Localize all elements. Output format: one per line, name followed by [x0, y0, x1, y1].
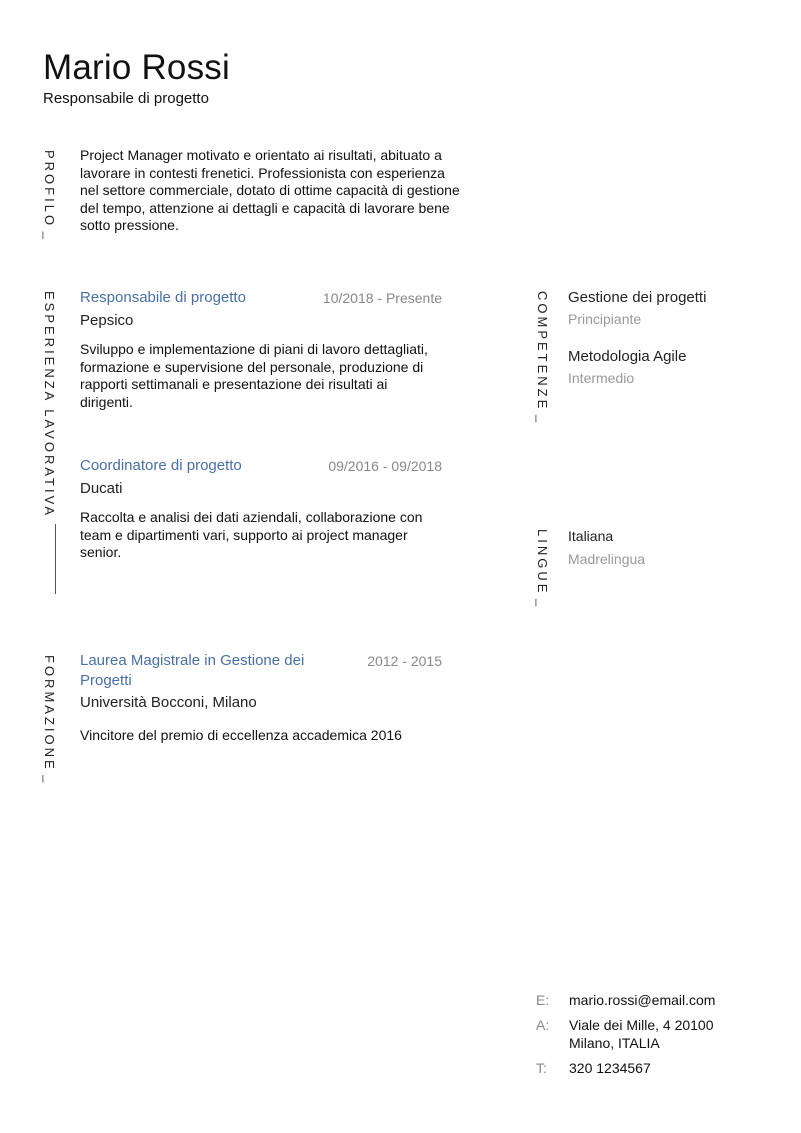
education-school: Università Bocconi, Milano [80, 694, 257, 711]
contact-address-key: A: [536, 1017, 550, 1033]
experience-entry [80, 456, 442, 562]
section-label-education-text: FORMAZIONE [42, 655, 57, 772]
contact-address-line1: Viale dei Mille, 4 20100 [569, 1017, 714, 1033]
section-label-skills-text: COMPETENZE [535, 291, 550, 412]
contact-email[interactable]: mario.rossi@email.com [569, 992, 716, 1008]
experience-company: Ducati [80, 480, 123, 497]
experience-description: Sviluppo e implementazione di piani di lavoro dettagliati, formazione e supervisione del personale, produzione di rapporti settimanali e presentazione dei risultati ai dirigenti. [80, 341, 428, 410]
experience-dates: 09/2016 - 09/2018 [328, 458, 442, 474]
section-label-languages: LINGUE _ [535, 529, 550, 607]
experience-role: Responsabile di progetto [80, 289, 246, 306]
section-label-skills: COMPETENZE _ [535, 291, 550, 423]
language-level: Madrelingua [568, 551, 646, 567]
education-degree: Laurea Magistrale in Gestione dei Progetti [80, 652, 305, 689]
skill-name: Metodologia Agile [568, 348, 687, 365]
section-label-experience-text: ESPERIENZA LAVORATIVA [42, 291, 57, 518]
skill-name: Gestione dei progetti [568, 289, 707, 306]
experience-entry [80, 288, 442, 411]
experience-description: Raccolta e analisi dei dati aziendali, collaborazione con team e dipartimenti vari, supporto ai project manager senior. [80, 509, 423, 560]
skills-list [568, 288, 768, 387]
education-dates: 2012 - 2015 [367, 653, 442, 669]
experience-role: Coordinatore di progetto [80, 457, 242, 474]
education-note: Vincitore del premio di eccellenza accademica 2016 [80, 727, 402, 743]
language-name: Italiana [568, 528, 614, 544]
resume-name: Mario Rossi [43, 48, 230, 87]
contact-phone[interactable]: 320 1234567 [569, 1060, 651, 1076]
section-label-profile-text: PROFILO [42, 150, 57, 229]
section-label-education: FORMAZIONE _ [42, 655, 57, 783]
experience-dates: 10/2018 - Presente [322, 290, 442, 306]
education-entry [80, 651, 442, 745]
section-label-experience [42, 291, 56, 594]
section-label-profile: PROFILO _ [42, 150, 57, 239]
experience-company: Pepsico [80, 312, 134, 329]
skill-item [568, 347, 768, 387]
resume-title: Responsabile di progetto [43, 90, 209, 107]
skill-level: Principiante [568, 311, 642, 327]
profile-text: Project Manager motivato e orientato ai risultati, abituato a lavorare in contesti frenetici. Professionista con esperienza nel settore commerciale, dotato di ottime capacità di gestione del tempo, attenzione ai dettagli e capacità di lavorare bene sotto pressione. [80, 147, 460, 233]
section-label-languages-text: LINGUE [535, 529, 550, 596]
contact-email-key: E: [536, 992, 550, 1008]
language-item [568, 526, 768, 568]
contact-phone-key: T: [536, 1060, 547, 1076]
skill-item [568, 288, 768, 328]
section-divider-line [55, 524, 56, 594]
skill-level: Intermedio [568, 370, 635, 386]
contact-address-line2: Milano, ITALIA [569, 1035, 660, 1051]
